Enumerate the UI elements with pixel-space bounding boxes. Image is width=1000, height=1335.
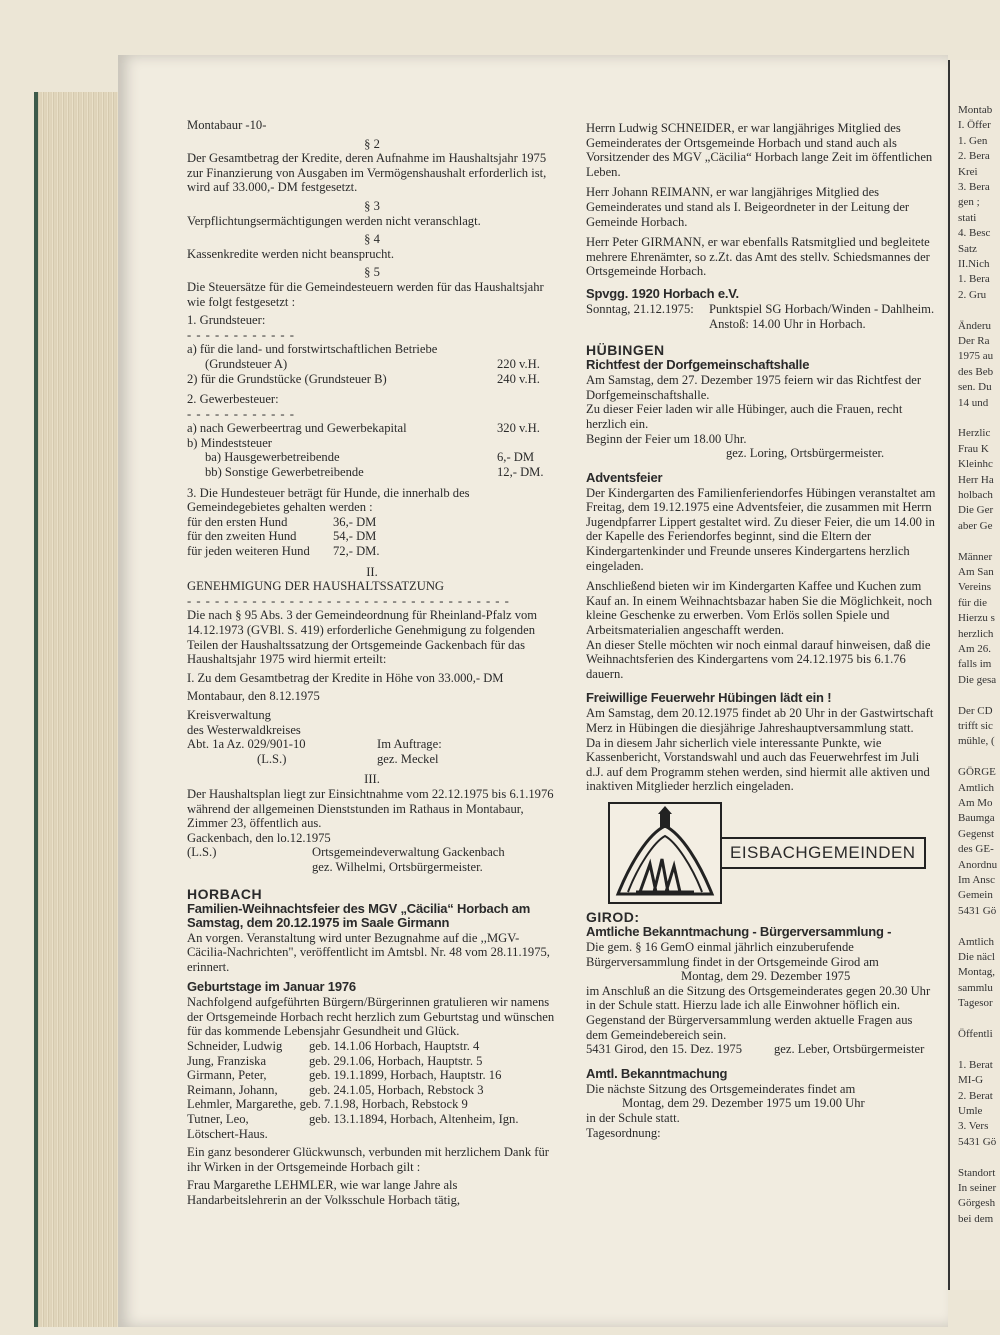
item-value: 320 v.H. — [497, 421, 540, 436]
table-cell: 36,- DM — [333, 514, 377, 529]
list-item — [187, 357, 557, 372]
strip-line: des Beb — [958, 365, 994, 378]
paragraph: Am Samstag, dem 20.12.1975 findet ab 20 Uhr in der Gastwirtschaft Merz in Hübingen die diesjährige Jahreshauptversammlung statt. — [586, 706, 934, 735]
strip-line: GÖRGE — [958, 766, 996, 779]
person-name: Jung, Franziska — [187, 1053, 267, 1068]
strip-line: Standort — [958, 1166, 996, 1179]
page-header: Montabaur -10- — [187, 118, 267, 132]
book-page-edges — [34, 92, 128, 1327]
strip-line: 1975 au — [958, 350, 994, 363]
list-item — [187, 372, 557, 387]
section-symbol: § 4 — [364, 232, 380, 247]
next-page-strip — [948, 60, 1000, 1290]
paragraph: Die gem. § 16 GemO einmal jährlich einzuberufende Bürgerversammlung findet in der Ortsgemeinde Girod am — [586, 939, 879, 969]
event-text: Punktspiel SG Horbach/Winden - Dahlheim. Anstoß: 14.00 Uhr in Horbach. — [709, 301, 935, 331]
item-value: 6,- DM — [497, 450, 535, 465]
strip-line: Öffentli — [958, 1028, 993, 1040]
list-item — [187, 465, 557, 480]
paragraph: Nachfolgend aufgeführten Bürgern/Bürgerinnen gratulieren wir namens der Ortsgemeinde Horbach recht herzlich zum Geburtstag und wünschen für das kommende Lebensjahr Gesundheit und Glück. — [187, 995, 555, 1039]
paragraph: Der Kindergarten des Familienferiendorfes Hübingen veranstaltet am Freitag, dem 19.12.1975 eine Adventsfeier, die zusammen mit Herrn Jugendpfarrer Lippert gestaltet wird. Zu dieser Feier, die um 14.00 in der Kapelle des Feriendorfes beginnt, sind die Eltern der Kindergartenkinder und Freunde unseres Kindergartens herzlich eingeladen. — [586, 485, 936, 573]
section-heading: HÜBINGEN — [586, 342, 665, 359]
strip-line: Der Ra — [958, 335, 990, 347]
strip-line: Männer — [958, 550, 993, 563]
strip-line: Görgesh — [958, 1197, 996, 1210]
authority-name: Ortsgemeindeverwaltung Gackenbach — [312, 845, 505, 860]
list-item — [187, 1054, 557, 1069]
strip-line: Die näcl — [958, 951, 995, 963]
article-heading: Spvgg. 1920 Horbach e.V. — [586, 285, 739, 301]
article-heading: Amtliche Bekanntmachung - Bürgerversammlung - — [586, 923, 892, 939]
reference-number: Abt. 1a Az. 029/901-10 — [187, 737, 306, 752]
strip-line: 2. Gru — [958, 288, 987, 301]
strip-line: 3. Vers — [958, 1120, 989, 1133]
divider: - - - - - - - - - - - - - - - - - - - - - - - - - - - - - - - - - - - — [187, 593, 510, 608]
item-value: 220 v.H. — [497, 356, 540, 371]
strip-line: 14 und — [958, 396, 989, 409]
person-info: geb. 19.1.1899, Horbach, Hauptstr. 16 — [309, 1068, 502, 1083]
person-info: geb. 29.1.06, Horbach, Hauptstr. 5 — [309, 1053, 483, 1068]
strip-line: 5431 Gö — [958, 904, 997, 917]
banner-title: EISBACHGEMEINDEN — [720, 837, 926, 869]
table-cell: für jeden weiteren Hund — [187, 544, 310, 559]
article-heading: Geburtstage im Januar 1976 — [187, 979, 356, 995]
person-name: Lehmler, Margarethe, — [187, 1097, 297, 1112]
strip-line: sen. Du — [958, 381, 992, 394]
person-info: geb. 13.1.1894, Horbach, Altenheim, Ign. — [309, 1112, 519, 1127]
date-line: Gackenbach, den lo.12.1975 — [187, 830, 331, 845]
strip-line: Vereins — [958, 581, 991, 594]
strip-line: Montag, — [958, 966, 995, 979]
item-label: 2) für die Grundstücke (Grundsteuer B) — [187, 371, 387, 386]
signature: gez. Meckel — [377, 751, 439, 766]
authority-line: Kreisverwaltung — [187, 707, 271, 722]
item-label: ba) Hausgewerbetreibende — [205, 450, 340, 465]
item-label: bb) Sonstige Gewerbetreibende — [205, 465, 364, 480]
roman-numeral: II. — [366, 564, 378, 579]
authority-row — [187, 737, 557, 752]
item-value: 12,- DM. — [497, 465, 544, 480]
signature: gez. Leber, Ortsbürgermeister — [774, 1042, 925, 1057]
paragraph: I. Zu dem Gesamtbetrag der Kredite in Höhe von 33.000,- DM — [187, 670, 504, 685]
authority-row — [187, 845, 557, 860]
strip-line: stati — [958, 211, 977, 224]
list-item — [187, 421, 557, 436]
dog-tax-table — [187, 515, 386, 559]
strip-line: mühle, ( — [958, 735, 995, 748]
paragraph: An dieser Stelle möchten wir noch einmal darauf hinweisen, daß die Weihnachtsferien des Kindergartens vom 24.12.1975 bis 6.1.76 dauern. — [586, 637, 931, 681]
strip-line: Gegenst — [958, 827, 995, 840]
person-name: Reimann, Johann, — [187, 1082, 278, 1097]
signature-row — [586, 1042, 936, 1057]
strip-line: für die — [958, 596, 988, 609]
strip-line: Die Ger — [958, 504, 994, 517]
strip-line: I. Öffer — [958, 119, 991, 132]
authority-row — [187, 752, 557, 767]
list-item: b) Mindeststeuer — [187, 435, 272, 450]
strip-line: In seiner — [958, 1182, 997, 1194]
article-heading: Adventsfeier — [586, 469, 663, 485]
paragraph: Verpflichtungsermächtigungen werden nicht veranschlagt. — [187, 213, 481, 228]
paragraph: Frau Margarethe LEHMLER, wie war lange Jahre als Handarbeitslehrerin an der Volksschule Horbach tätig, — [187, 1178, 461, 1207]
signature: gez. Wilhelmi, Ortsbürgermeister. — [312, 859, 483, 874]
paragraph: Tagesordnung: — [586, 1125, 661, 1140]
strip-line: Hierzu s — [958, 612, 995, 625]
strip-line: Gemein — [958, 889, 993, 902]
divider: - - - - - - - - - - - - — [187, 406, 295, 421]
strip-line: Der CD — [958, 704, 993, 717]
table-row — [187, 529, 386, 544]
article-heading: Freiwillige Feuerwehr Hübingen lädt ein ! — [586, 690, 832, 706]
strip-line: Am Mo — [958, 797, 993, 809]
paragraph: Beginn der Feier um 18.00 Uhr. — [586, 431, 747, 446]
list-heading: 1. Grundsteuer: — [187, 313, 266, 328]
on-behalf: Im Auftrage: — [377, 737, 442, 752]
strip-line: Frau K — [958, 442, 989, 455]
strip-line: Kleinhc — [958, 458, 993, 471]
date-line: Montabaur, den 8.12.1975 — [187, 689, 320, 704]
right-column — [586, 121, 936, 1140]
strip-line: Herzlic — [958, 427, 991, 440]
list-item: a) für die land- und forstwirtschaftlichen Betriebe — [187, 342, 438, 357]
list-item — [187, 450, 557, 465]
person-name: Tutner, Leo, — [187, 1112, 249, 1127]
strip-line: Herr Ha — [958, 473, 994, 486]
strip-line: Am 26. — [958, 643, 991, 655]
strip-line: Krei — [958, 165, 978, 178]
person-info: geb. 14.1.06 Horbach, Hauptstr. 4 — [309, 1039, 480, 1054]
paragraph: in der Schule statt. — [586, 1110, 680, 1125]
strip-line: Montab — [958, 104, 993, 116]
strip-line: 2. Bera — [958, 150, 990, 163]
table-cell: für den ersten Hund — [187, 514, 288, 529]
strip-line: Änderu — [958, 319, 991, 332]
strip-line: Im Ansc — [958, 874, 995, 886]
strip-line: 3. Bera — [958, 181, 990, 193]
strip-line: 2. Berat — [958, 1089, 993, 1102]
paragraph: Die nach § 95 Abs. 3 der Gemeindeordnung für Rheinland-Pfalz vom 14.12.1973 (GVBl. S. 419) erforderliche Genehmigung zu folgenden Teilen der Haushaltssatzung der Ortsgemeinde Gackenbach für das Haushaltsjahr 1975 wird hiermit erteilt: — [187, 608, 538, 667]
strip-line: II.Nich — [958, 258, 990, 270]
strip-line: des GE- — [958, 843, 994, 856]
strip-line: Amtlich — [958, 781, 995, 794]
table-row — [187, 544, 386, 559]
strip-line: Baumga — [958, 812, 995, 825]
event-row — [586, 302, 936, 331]
signature: gez. Loring, Ortsbürgermeister. — [726, 446, 885, 461]
strip-line: Tagesor — [958, 997, 993, 1010]
list-heading: 2. Gewerbesteuer: — [187, 392, 279, 407]
table-row — [187, 515, 386, 530]
section-symbol: § 2 — [364, 136, 380, 151]
paragraph: Die Steuersätze für die Gemeindesteuern werden für das Haushaltsjahr wie folgt festgesetzt : — [187, 279, 544, 309]
left-column — [187, 118, 557, 1212]
strip-line: bei dem — [958, 1212, 994, 1225]
paragraph: Herr Johann REIMANN, er war langjähriges Mitglied des Gemeinderates und stand als I. Beigeordneter in der Leitung der Gemeinde Horbach. — [586, 185, 910, 229]
paragraph: Anschließend bieten wir im Kindergarten Kaffee und Kuchen zum Kauf an. In einem Weihnachtsbazar haben Sie die Möglichkeit, noch kleine Geschenke zu erwerben. Vom Erlös sollen Spiele und Arbeitsmaterialien angeschafft werden. — [586, 579, 933, 638]
strip-line: 5431 Gö — [958, 1135, 997, 1148]
section-symbol: § 5 — [364, 265, 380, 280]
seal-mark: (L.S.) — [187, 845, 217, 860]
eisbach-banner — [608, 802, 936, 904]
paragraph: Gegenstand der Bürgerversammlung werden aktuelle Fragen aus dem Gemeindebereich sein. — [586, 1012, 913, 1042]
item-label: (Grundsteuer A) — [205, 356, 288, 371]
section-heading: GIROD: — [586, 908, 640, 925]
paragraph: Am Samstag, dem 27. Dezember 1975 feiern wir das Richtfest der Dorfgemeinschaftshalle. — [586, 373, 922, 402]
person-name: Girmann, Peter, — [187, 1068, 267, 1083]
paragraph: im Anschluß an die Sitzung des Ortsgemeinderates gegen 20.30 Uhr in der Schule statt. Hierzu lade ich alle Einwohner höflich ein. — [586, 983, 931, 1013]
strip-line: trifft sic — [958, 720, 993, 732]
divider: - - - - - - - - - - - - — [187, 327, 295, 342]
event-date: Sonntag, 21.12.1975: — [586, 301, 694, 316]
strip-line: MI-G — [958, 1074, 984, 1087]
strip-line: 1. Bera — [958, 273, 990, 286]
paragraph: Kassenkredite werden nicht beansprucht. — [187, 246, 395, 261]
strip-line: Umle — [958, 1105, 983, 1117]
authority-line: des Westerwaldkreises — [187, 722, 301, 737]
date-line: Montag, dem 29. Dezember 1975 — [681, 969, 851, 984]
list-item — [187, 1039, 557, 1054]
list-item — [187, 1097, 557, 1112]
item-label: a) nach Gewerbeertrag und Gewerbekapital — [187, 421, 407, 436]
paragraph: 3. Die Hundesteuer beträgt für Hunde, die innerhalb des Gemeindegebietes gehalten werden : — [187, 485, 470, 515]
date-line: 5431 Girod, den 15. Dez. 1975 — [586, 1042, 742, 1057]
section-heading: HORBACH — [187, 885, 263, 902]
strip-line: sammlu — [958, 981, 993, 994]
person-info: geb. 7.1.98, Horbach, Rebstock 9 — [299, 1097, 468, 1112]
paragraph: Der Haushaltsplan liegt zur Einsichtnahme vom 22.12.1975 bis 6.1.1976 während der allgemeinen Dienststunden im Rathaus in Montabaur, Zimmer 23, öffentlich aus. — [187, 786, 554, 831]
strip-line: Am San — [958, 566, 994, 578]
church-hill-logo — [608, 802, 722, 904]
list-item — [187, 1068, 557, 1083]
strip-line: Amtlich — [958, 935, 995, 948]
strip-line: 4. Besc — [958, 227, 991, 240]
strip-line: falls im — [958, 658, 992, 671]
table-cell: für den zweiten Hund — [187, 529, 297, 544]
article-heading: Familien-Weihnachtsfeier des MGV „Cäcilia“ Horbach am Samstag, dem 20.12.1975 im Saale Girmann — [187, 900, 531, 930]
strip-line: Anordnu — [958, 858, 998, 871]
section-symbol: § 3 — [364, 198, 380, 213]
strip-line: gen ; — [958, 196, 980, 209]
paragraph: Herr Peter GIRMANN, er war ebenfalls Ratsmitglied und begleitete mehrere Ehrenämter, so z.Zt. das Amt des stellv. Schiedsmannes der Ortsgemeinde Horbach. — [586, 235, 930, 279]
person-info: geb. 24.1.05, Horbach, Rebstock 3 — [309, 1082, 484, 1097]
table-cell: 54,- DM — [333, 529, 377, 544]
table-cell: 72,- DM. — [333, 544, 380, 559]
strip-line: herzlich — [958, 627, 994, 640]
date-line: Montag, dem 29. Dezember 1975 um 19.00 Uhr — [622, 1096, 865, 1111]
paragraph: An vorgen. Veranstaltung wird unter Bezugnahme auf die ,,MGV-Cäcilia-Nachrichten", veröffentlicht im Amtsbl. Nr. 48 vom 28.11.1975, erinnert. — [187, 930, 550, 974]
strip-line: 1. Berat — [958, 1058, 993, 1071]
article-heading: Amtl. Bekanntmachung — [586, 1065, 728, 1081]
roman-numeral: III. — [364, 772, 380, 787]
strip-line: Satz — [958, 242, 977, 255]
strip-line: holbach — [958, 489, 993, 501]
strip-line: 1. Gen — [958, 134, 988, 147]
list-item — [187, 1112, 557, 1127]
person-name: Schneider, Ludwig — [187, 1039, 283, 1054]
paragraph: Der Gesamtbetrag der Kredite, deren Aufnahme im Haushaltsjahr 1975 zur Finanzierung von Ausgaben im Vermögenshaushalt erforderlich ist, wird auf 33.000,- DM festgesetzt. — [187, 151, 547, 195]
paragraph: Ein ganz besonderer Glückwunsch, verbunden mit herzlichem Dank für ihr Wirken in der Ortsgemeinde Horbach gilt : — [187, 1145, 549, 1174]
strip-line: aber Ge — [958, 519, 993, 532]
seal-mark: (L.S.) — [257, 751, 287, 766]
section-title: GENEHMIGUNG DER HAUSHALTSSATZUNG — [187, 579, 445, 594]
article-heading: Richtfest der Dorfgemeinschaftshalle — [586, 357, 810, 373]
paragraph: Herrn Ludwig SCHNEIDER, er war langjähriges Mitglied des Gemeinderates der Ortsgemeinde Horbach und stand auch als Vorsitzender des MGV „Cäcilia“ Horbach lange Zeit im öffentlichen Leben. — [586, 121, 933, 179]
list-item — [187, 1083, 557, 1098]
item-value: 240 v.H. — [497, 371, 540, 386]
paragraph: Die nächste Sitzung des Ortsgemeinderates findet am — [586, 1081, 856, 1096]
list-item-continuation: Lötschert-Haus. — [187, 1126, 268, 1141]
paragraph: Da in diesem Jahr sicherlich viele interessante Punkte, wie Kassenbericht, Vorstandswahl und auch das Feuerwehrfest im Juli d.J. auf dem Programm stehen werden, sind hiermit alle aktiven und inaktiven Mitglieder herzlich eingeladen. — [586, 735, 930, 794]
paragraph: Zu dieser Feier laden wir alle Hübinger, auch die Frauen, recht herzlich ein. — [586, 402, 903, 431]
strip-line: Die gesa — [958, 673, 997, 686]
